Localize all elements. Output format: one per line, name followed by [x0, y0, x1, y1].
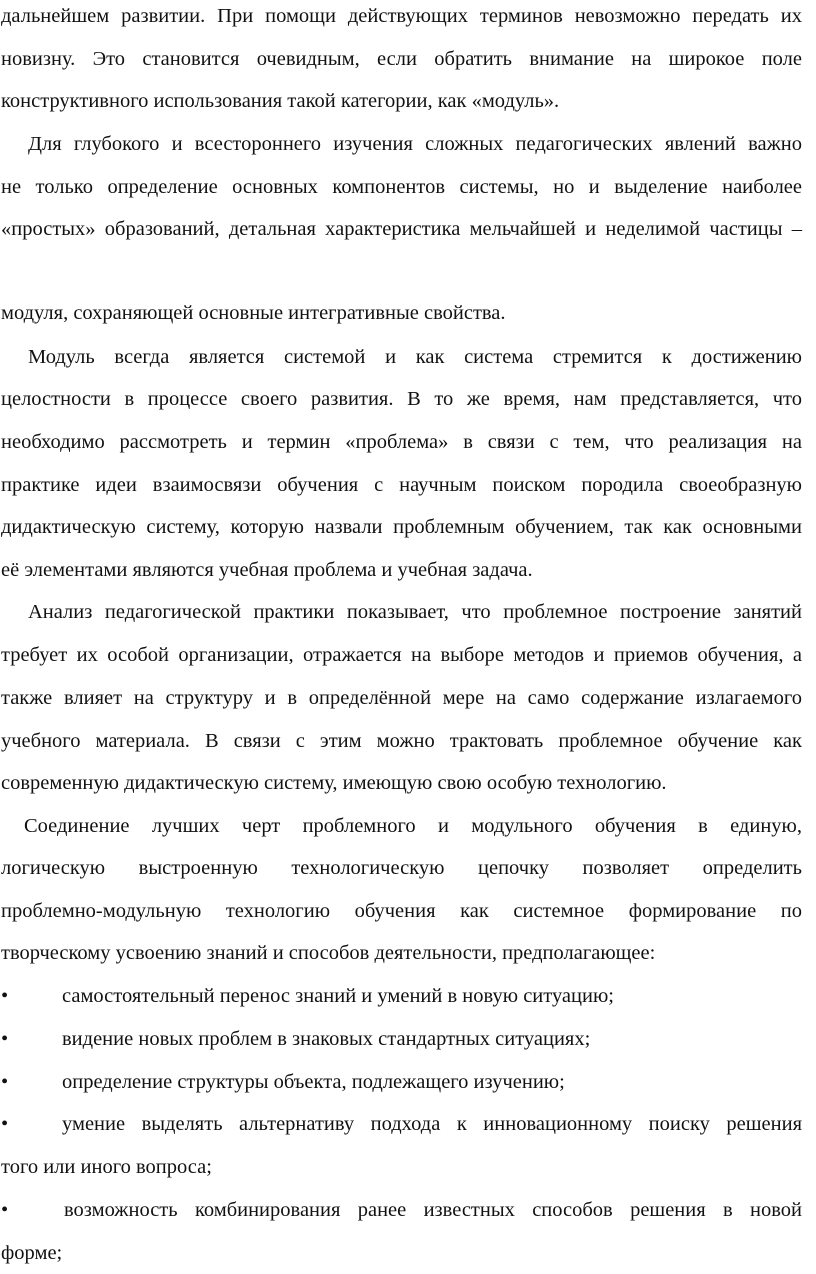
text-line: модуля, сохраняющей основные интегративные свойства.: [1, 302, 506, 324]
text-line: практике идеи взаимосвязи обучения с научным поиском породила своеобразную: [1, 474, 802, 496]
text-line: учебного материала. В связи с этим можно трактовать проблемное обучение как: [1, 730, 802, 752]
list-item: видение новых проблем в знаковых стандартных ситуациях;: [62, 1028, 591, 1050]
text-line: современную дидактическую систему, имеющую свою особую технологию.: [1, 772, 667, 794]
text-line: дидактическую систему, которую назвали проблемным обучением, так как основными: [1, 516, 802, 538]
bullet-icon: •: [1, 1199, 9, 1221]
text-line: целостности в процессе своего развития. В то же время, нам представляется, что: [1, 388, 802, 410]
bullet-icon: •: [1, 1071, 9, 1093]
paragraph-first-line: Для глубокого и всестороннего изучения сложных педагогических явлений важно: [28, 133, 802, 155]
text-line: логическую выстроенную технологическую цепочку позволяет определить: [1, 857, 802, 879]
text-line: дальнейшем развитии. При помощи действующих терминов невозможно передать их: [1, 5, 802, 27]
text-line: требует их особой организации, отражается на выборе методов и приемов обучения, а: [1, 644, 802, 666]
list-item-continuation: форме;: [1, 1242, 63, 1264]
paragraph-first-line: Модуль всегда является системой и как система стремится к достижению: [28, 346, 802, 368]
list-item: умение выделять альтернативу подхода к инновационному поиску решения: [62, 1113, 802, 1135]
text-line: необходимо рассмотреть и термин «проблема» в связи с тем, что реализация на: [1, 431, 802, 453]
bullet-icon: •: [1, 1028, 9, 1050]
text-line: также влияет на структуру и в определённой мере на само содержание излагаемого: [1, 687, 802, 709]
list-item-continuation: того или иного вопроса;: [1, 1156, 212, 1178]
text-line: проблемно-модульную технологию обучения как системное формирование по: [1, 900, 802, 922]
paragraph-first-line: Соединение лучших черт проблемного и модульного обучения в единую,: [24, 815, 802, 837]
list-item: определение структуры объекта, подлежащего изучению;: [62, 1071, 565, 1093]
text-line: конструктивного использования такой категории, как «модуль».: [1, 90, 560, 112]
text-line: её элементами являются учебная проблема и учебная задача.: [1, 559, 533, 581]
bullet-icon: •: [1, 985, 9, 1007]
list-item: возможность комбинирования ранее известных способов решения в новой: [64, 1199, 802, 1221]
list-item: самостоятельный перенос знаний и умений в новую ситуацию;: [62, 985, 614, 1007]
text-line: не только определение основных компонентов системы, но и выделение наиболее: [1, 176, 802, 198]
text-line: творческому усвоению знаний и способов деятельности, предполагающее:: [1, 942, 656, 964]
text-line: новизну. Это становится очевидным, если обратить внимание на широкое поле: [1, 48, 802, 70]
paragraph-first-line: Анализ педагогической практики показывает, что проблемное построение занятий: [28, 601, 802, 623]
text-line: «простых» образований, детальная характеристика мельчайшей и неделимой частицы –: [1, 218, 802, 240]
bullet-icon: •: [1, 1113, 9, 1135]
